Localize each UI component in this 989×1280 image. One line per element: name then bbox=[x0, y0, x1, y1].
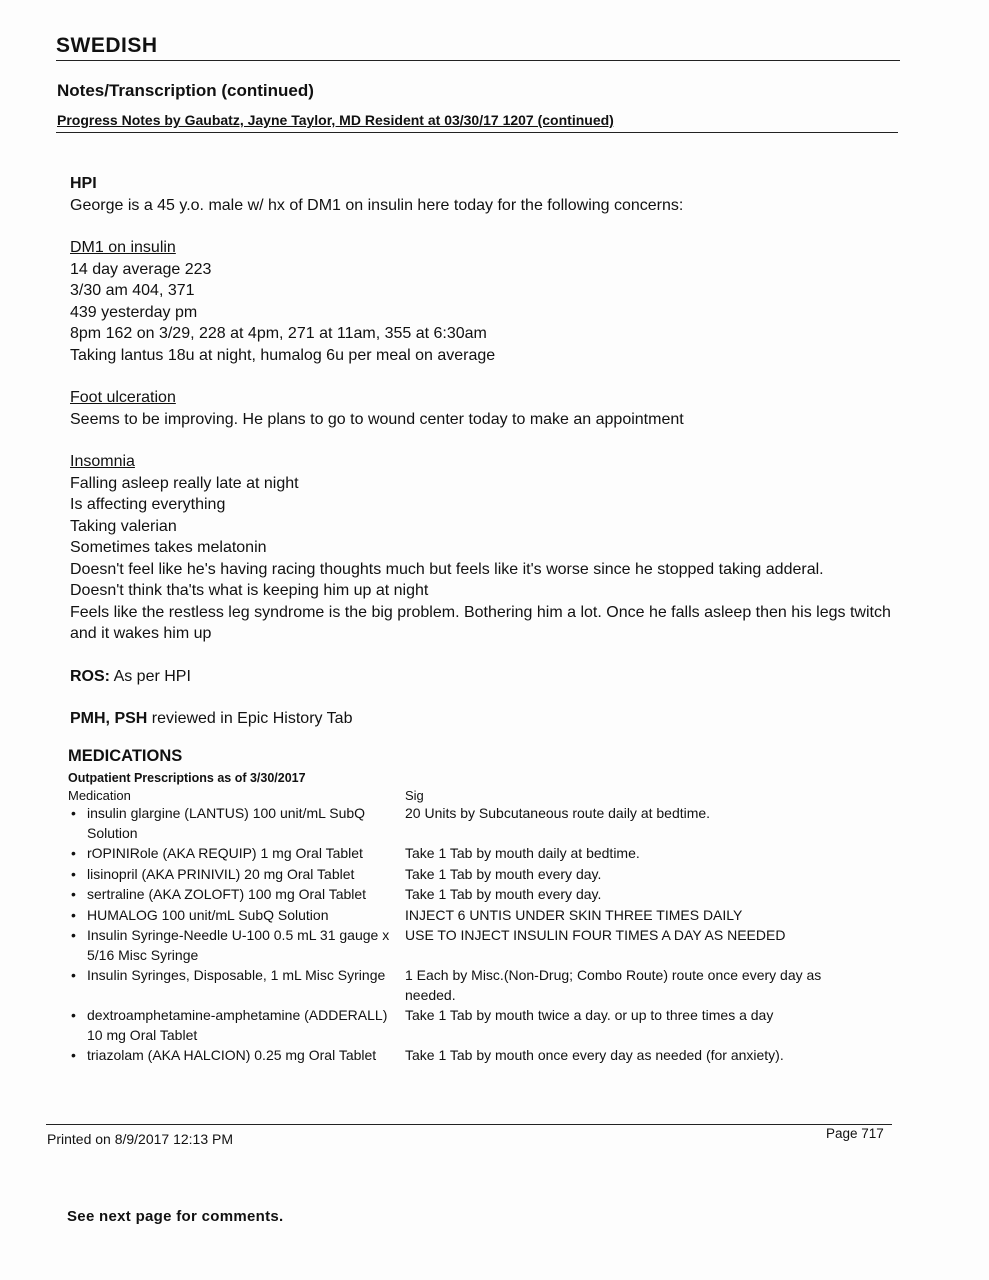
medication-row bbox=[68, 804, 868, 843]
insomnia-line: Sometimes takes melatonin bbox=[70, 539, 267, 556]
medication-cell bbox=[68, 865, 405, 885]
medication-cell bbox=[68, 804, 405, 843]
medication-name: Insulin Syringe-Needle U-100 0.5 mL 31 gauge x 5/16 Misc Syringe bbox=[87, 927, 390, 963]
see-next-page: See next page for comments. bbox=[67, 1208, 284, 1225]
ros-text: As per HPI bbox=[113, 667, 191, 685]
medication-sig: USE TO INJECT INSULIN FOUR TIMES A DAY AS NEEDED bbox=[405, 927, 786, 943]
medication-name: Insulin Syringes, Disposable, 1 mL Misc Syringe bbox=[87, 967, 386, 983]
dm1-line: 3/30 am 404, 371 bbox=[70, 282, 195, 299]
medication-row bbox=[68, 926, 868, 965]
medication-row bbox=[68, 966, 868, 1005]
medication-column-header: Medication bbox=[68, 788, 131, 803]
medication-sig: Take 1 Tab by mouth once every day as needed (for anxiety). bbox=[405, 1047, 784, 1063]
medication-name: triazolam (AKA HALCION) 0.25 mg Oral Tablet bbox=[87, 1047, 377, 1063]
medication-sig: Take 1 Tab by mouth every day. bbox=[405, 865, 602, 882]
insomnia-line: Is affecting everything bbox=[70, 496, 226, 513]
hpi-intro: George is a 45 y.o. male w/ hx of DM1 on insulin here today for the following concerns: bbox=[70, 196, 684, 214]
bullet-icon: • bbox=[71, 845, 76, 861]
note-subheader: Progress Notes by Gaubatz, Jayne Taylor, MD Resident at 03/30/17 1207 (continued) bbox=[57, 112, 614, 128]
medication-list bbox=[68, 804, 868, 1067]
insomnia-line: Falling asleep really late at night bbox=[70, 474, 299, 492]
insomnia-line: Doesn't think tha'ts what is keeping him up at night bbox=[70, 582, 429, 599]
medication-name: HUMALOG 100 unit/mL SubQ Solution bbox=[87, 906, 329, 923]
medication-cell bbox=[68, 844, 405, 864]
bullet-icon: • bbox=[71, 1047, 76, 1063]
dm1-line: 439 yesterday pm bbox=[70, 303, 198, 321]
bullet-icon: • bbox=[71, 805, 76, 821]
insomnia-heading: Insomnia bbox=[70, 453, 135, 470]
sig-column-header: Sig bbox=[405, 788, 424, 803]
medication-name: lisinopril (AKA PRINIVIL) 20 mg Oral Tablet bbox=[87, 865, 355, 882]
insomnia-line: Feels like the restless leg syndrome is the big problem. Bothering him a lot. Once he falls asleep then his legs twitch and it wakes him up bbox=[70, 603, 891, 642]
pmh-line bbox=[70, 708, 910, 730]
subheader-rule bbox=[56, 132, 898, 133]
ros-label: ROS: bbox=[70, 667, 110, 685]
bullet-icon: • bbox=[71, 967, 76, 983]
medication-row bbox=[68, 1046, 868, 1066]
medication-sig: Take 1 Tab by mouth every day. bbox=[405, 886, 602, 902]
swedish-logo: SWEDISH bbox=[56, 34, 158, 57]
insomnia-lines bbox=[70, 473, 910, 645]
dm1-line: Taking lantus 18u at night, humalog 6u per meal on average bbox=[70, 346, 496, 364]
medication-row bbox=[68, 865, 868, 885]
medication-cell bbox=[68, 885, 405, 905]
footer-rule bbox=[46, 1124, 892, 1125]
medication-row bbox=[68, 844, 868, 864]
medication-name: insulin glargine (LANTUS) 100 unit/mL SubQ Solution bbox=[87, 805, 366, 841]
foot-heading: Foot ulceration bbox=[70, 389, 176, 406]
medication-cell bbox=[68, 966, 405, 1005]
medication-sig: INJECT 6 UNTIS UNDER SKIN THREE TIMES DAILY bbox=[405, 906, 743, 923]
medication-sig: 1 Each by Misc.(Non-Drug; Combo Route) route once every day as needed. bbox=[405, 967, 822, 1003]
dm1-heading: DM1 on insulin bbox=[70, 239, 176, 256]
bullet-icon: • bbox=[71, 865, 76, 882]
medication-row bbox=[68, 885, 868, 905]
page-number: Page 717 bbox=[826, 1126, 884, 1141]
printed-on: Printed on 8/9/2017 12:13 PM bbox=[47, 1131, 234, 1147]
hpi-heading: HPI bbox=[70, 175, 97, 192]
medication-sig: 20 Units by Subcutaneous route daily at bedtime. bbox=[405, 805, 711, 821]
bullet-icon: • bbox=[71, 906, 76, 923]
medication-row bbox=[68, 906, 868, 926]
medication-sig: Take 1 Tab by mouth daily at bedtime. bbox=[405, 845, 640, 861]
foot-line: Seems to be improving. He plans to go to wound center today to make an appointment bbox=[70, 410, 684, 428]
medication-cell bbox=[68, 926, 405, 965]
pmh-text: reviewed in Epic History Tab bbox=[151, 710, 353, 727]
medication-cell bbox=[68, 906, 405, 926]
medication-name: rOPINIRole (AKA REQUIP) 1 mg Oral Tablet bbox=[87, 845, 363, 861]
foot-lines bbox=[70, 409, 910, 431]
medication-row bbox=[68, 1006, 868, 1045]
medication-name: sertraline (AKA ZOLOFT) 100 mg Oral Tablet bbox=[87, 886, 367, 902]
bullet-icon: • bbox=[71, 886, 76, 902]
bullet-icon: • bbox=[71, 927, 76, 943]
insomnia-line: Doesn't feel like he's having racing thoughts much but feels like it's worse since he stopped taking adderal. bbox=[70, 560, 824, 578]
pmh-label: PMH, PSH bbox=[70, 710, 148, 727]
ros-line bbox=[70, 666, 910, 688]
medication-cell bbox=[68, 1046, 405, 1066]
dm1-lines bbox=[70, 259, 910, 367]
insomnia-line: Taking valerian bbox=[70, 517, 177, 535]
medication-name: dextroamphetamine-amphetamine (ADDERALL) 10 mg Oral Tablet bbox=[87, 1007, 388, 1043]
dm1-line: 8pm 162 on 3/29, 228 at 4pm, 271 at 11am, 355 at 6:30am bbox=[70, 325, 487, 342]
dm1-line: 14 day average 223 bbox=[70, 260, 212, 278]
progress-note-body bbox=[70, 173, 910, 730]
bullet-icon: • bbox=[71, 1007, 76, 1023]
section-title: Notes/Transcription (continued) bbox=[57, 81, 314, 100]
header-rule bbox=[56, 60, 900, 61]
medication-cell bbox=[68, 1006, 405, 1045]
medications-title: MEDICATIONS bbox=[68, 747, 183, 765]
medications-subtitle: Outpatient Prescriptions as of 3/30/2017 bbox=[68, 771, 306, 785]
medication-sig: Take 1 Tab by mouth twice a day. or up to three times a day bbox=[405, 1007, 774, 1023]
